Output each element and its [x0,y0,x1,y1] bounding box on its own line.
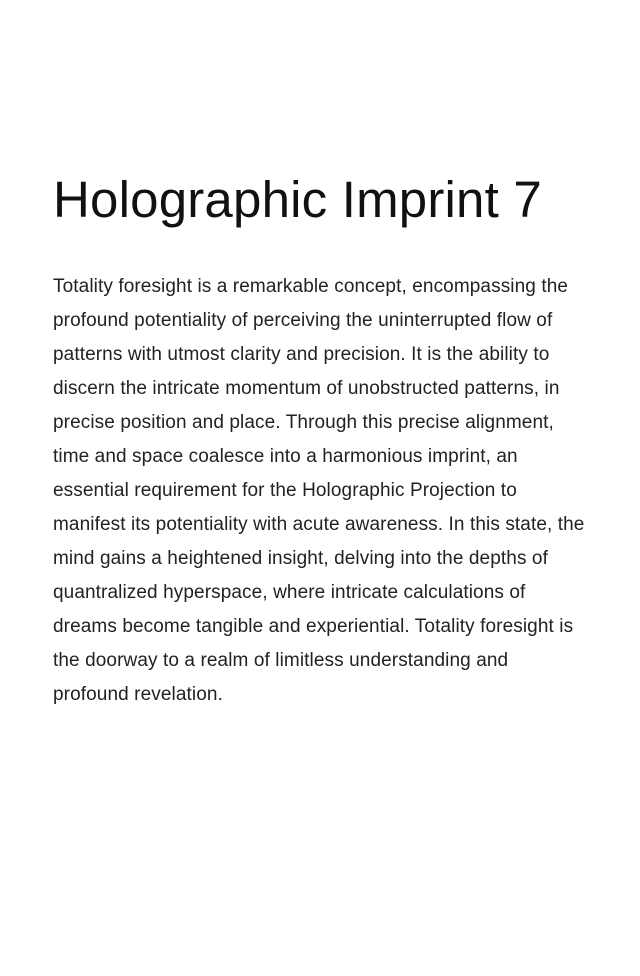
page-title: Holographic Imprint 7 [53,171,542,228]
article-body: Totality foresight is a remarkable concept, encompassing the profound potentiality of perceiving the uninterrupted flow of patterns with utmost clarity and precision. It is the ability to discern the intricate momentum of unobstructed patterns, in precise position and place. Through this precise alignment, time and space coalesce into a harmonious imprint, an essential requirement for the Holographic Projection to manifest its potentiality with acute awareness. In this state, the mind gains a heightened insight, delving into the depths of quantralized hyperspace, where intricate calculations of dreams become tangible and experiential. Totality foresight is the doorway to a realm of limitless understanding and profound revelation. [53,276,585,705]
article [53,170,588,712]
